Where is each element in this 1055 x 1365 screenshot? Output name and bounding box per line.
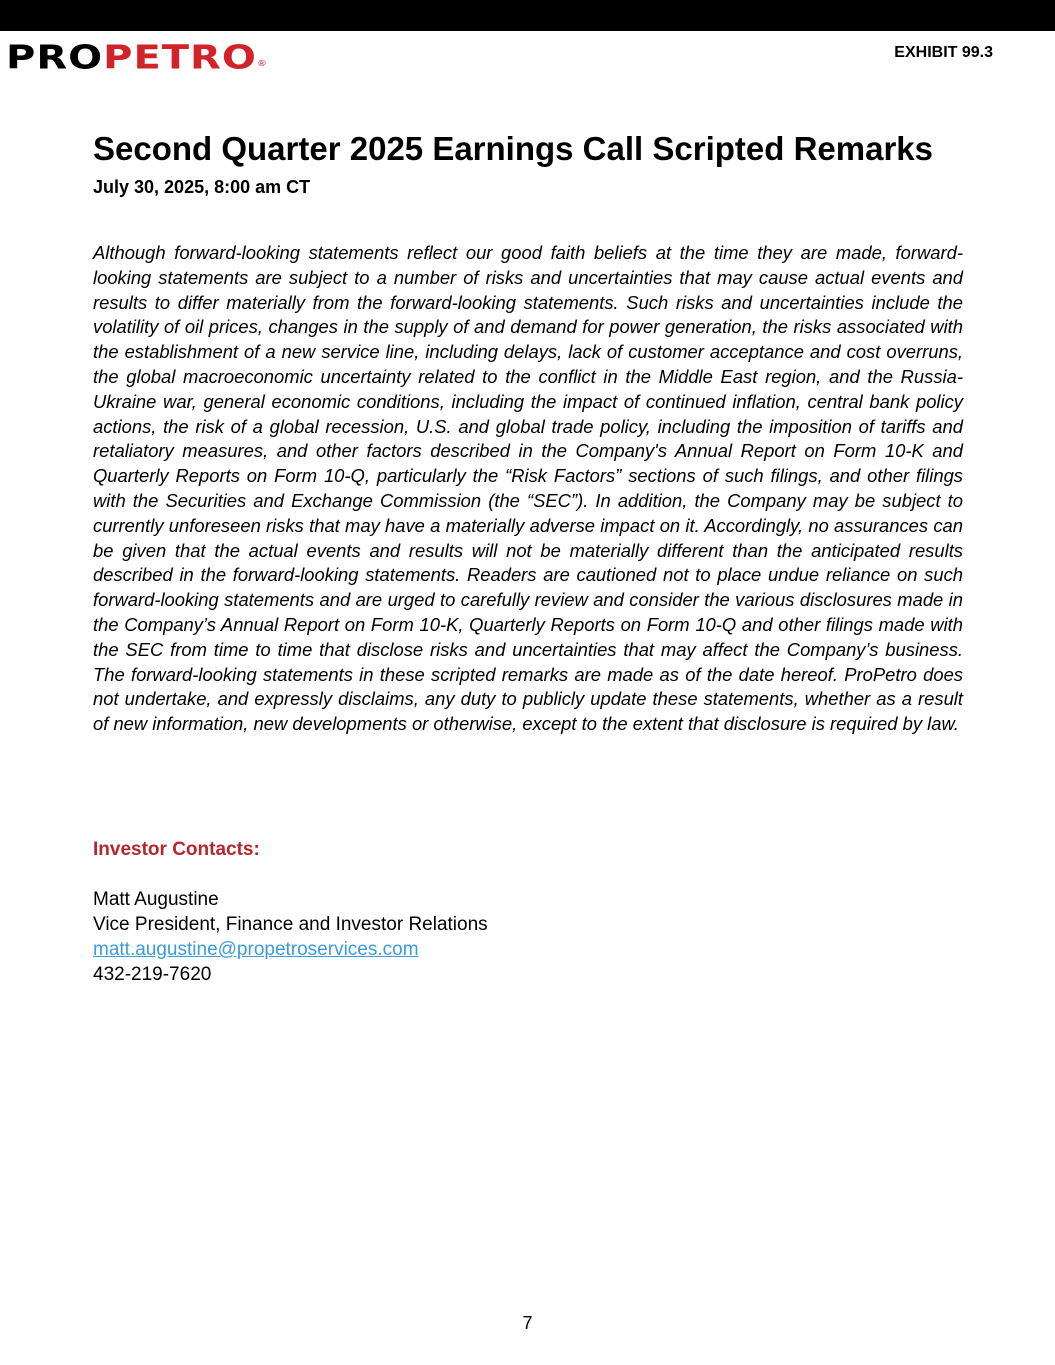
contact-block: [93, 887, 488, 987]
investor-contacts-heading: Investor Contacts:: [93, 839, 260, 860]
contact-name: Matt Augustine: [93, 889, 219, 910]
page-title: Second Quarter 2025 Earnings Call Scripted Remarks: [93, 130, 934, 167]
top-bar: [0, 0, 1055, 31]
logo-petro: PETRO: [103, 38, 257, 77]
propetro-logo: [6, 38, 268, 77]
contact-role: Vice President, Finance and Investor Relations: [93, 914, 488, 935]
call-date: July 30, 2025, 8:00 am CT: [93, 177, 311, 197]
page-number: 7: [522, 1313, 533, 1333]
forward-looking-disclaimer: Although forward-looking statements reflect our good faith beliefs at the time they are made, forward-looking statements are subject to a number of risks and uncertainties that may cause actual events and results to differ materially from the forward-looking statements. Such risks and uncertainties include the volatility of oil prices, changes in the supply of and demand for power generation, the risks associated with the establishment of a new service line, including delays, lack of customer acceptance and cost overruns, the global macroeconomic uncertainty related to the conflict in the Middle East region, and the Russia-Ukraine war, general economic conditions, including the impact of continued inflation, central bank policy actions, the risk of a global recession, U.S. and global trade policy, including the imposition of tariffs and retaliatory measures, and other factors described in the Company's Annual Report on Form 10-K and Quarterly Reports on Form 10-Q, particularly the “Risk Factors” sections of such filings, and other filings with the Securities and Exchange Commission (the “SEC”). In addition, the Company may be subject to currently unforeseen risks that may have a materially adverse impact on it. Accordingly, no assurances can be given that the actual events and results will not be materially different than the anticipated results described in the forward-looking statements. Readers are cautioned not to place undue reliance on such forward-looking statements and are urged to carefully review and consider the various disclosures made in the Company’s Annual Report on Form 10-K, Quarterly Reports on Form 10-Q and other filings made with the SEC from time to time that disclose risks and uncertainties that may affect the Company’s business. The forward-looking statements in these scripted remarks are made as of the date hereof. ProPetro does not undertake, and expressly disclaims, any duty to publicly update these statements, whether as a result of new information, new developments or otherwise, except to the extent that disclosure is required by law.: [93, 242, 963, 735]
exhibit-label: EXHIBIT 99.3: [894, 44, 993, 61]
logo-pro: PRO: [6, 38, 104, 77]
contact-phone: 432-219-7620: [93, 964, 212, 985]
registered-mark: ®: [256, 59, 268, 69]
contact-email-link[interactable]: matt.augustine@propetroservices.com: [93, 939, 419, 960]
